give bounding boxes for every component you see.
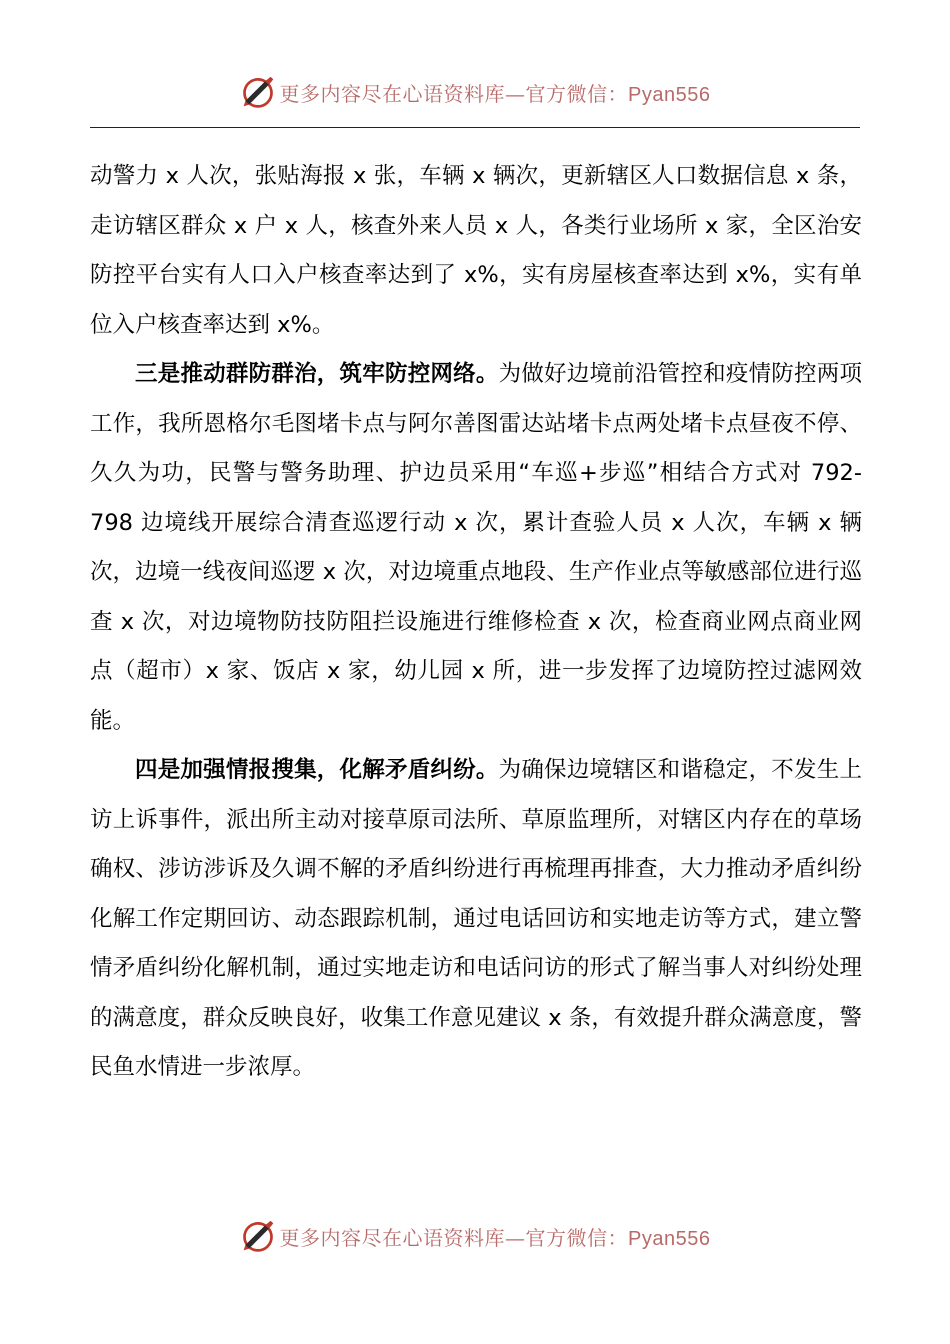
watermark-sub: 官方微信： [525, 81, 629, 106]
document-body [90, 152, 862, 1093]
watermark-sub: 官方微信： [525, 1225, 629, 1250]
paragraph-1 [90, 152, 862, 350]
paragraph-3-text: 为确保边境辖区和谐稳定，不发生上访上诉事件，派出所主动对接草原司法所、草原监理所，对辖区内存在的草场确权、涉访涉诉及久调不解的矛盾纠纷进行再梳理再排查，大力推动矛盾纠纷化解工作定期回访、动态跟踪机制，通过电话回访和实地走访等方式，建立警情矛盾纠纷化解机制，通过实地走访和电话问访的形式了解当事人对纠纷处理的满意度，群众反映良好，收集工作意见建议 x 条，有效提升群众满意度，警民鱼水情进一步浓厚。 [90, 757, 862, 1080]
paragraph-2 [90, 350, 862, 746]
watermark-id: Pyan556 [628, 83, 711, 106]
watermark-text [280, 78, 711, 107]
watermark-dash: — [505, 1225, 526, 1250]
watermark-main: 更多内容尽在心语资料库 [279, 1225, 506, 1250]
pen-logo-icon [240, 1218, 276, 1254]
watermark-text [280, 1222, 711, 1251]
watermark-id: Pyan556 [628, 1227, 711, 1250]
watermark-main: 更多内容尽在心语资料库 [279, 81, 506, 106]
watermark-dash: — [505, 81, 526, 106]
paragraph-2-lead: 三是推动群防群治，筑牢防控网络。 [135, 361, 499, 387]
header-divider [90, 127, 860, 128]
paragraph-1-text: 动警力 x 人次，张贴海报 x 张，车辆 x 辆次，更新辖区人口数据信息 x 条，走访辖区群众 x 户 x 人，核查外来人员 x 人，各类行业场所 x 家，全区治安防控平台实有人口入户核查率达到了 x%，实有房屋核查率达到 x%，实有单位入户核查率达到 x%。 [90, 163, 862, 338]
footer-watermark [0, 1216, 950, 1256]
paragraph-3-lead: 四是加强情报搜集，化解矛盾纠纷。 [135, 757, 499, 783]
paragraph-2-text: 为做好边境前沿管控和疫情防控两项工作，我所恩格尔毛图堵卡点与阿尔善图雷达站堵卡点两处堵卡点昼夜不停、久久为功，民警与警务助理、护边员采用“车巡+步巡”相结合方式对 792-798 边境线开展综合清查巡逻行动 x 次，累计查验人员 x 人次，车辆 x 辆次，边境一线夜间巡逻 x 次，对边境重点地段、生产作业点等敏感部位进行巡查 x 次，对边境物防技防阻拦设施进行维修检查 x 次，检查商业网点商业网点（超市）x 家、饭店 x 家，幼儿园 x 所，进一步发挥了边境防控过滤网效能。 [90, 361, 862, 734]
header-watermark [0, 72, 950, 112]
paragraph-3 [90, 746, 862, 1093]
pen-logo-icon [240, 74, 276, 110]
